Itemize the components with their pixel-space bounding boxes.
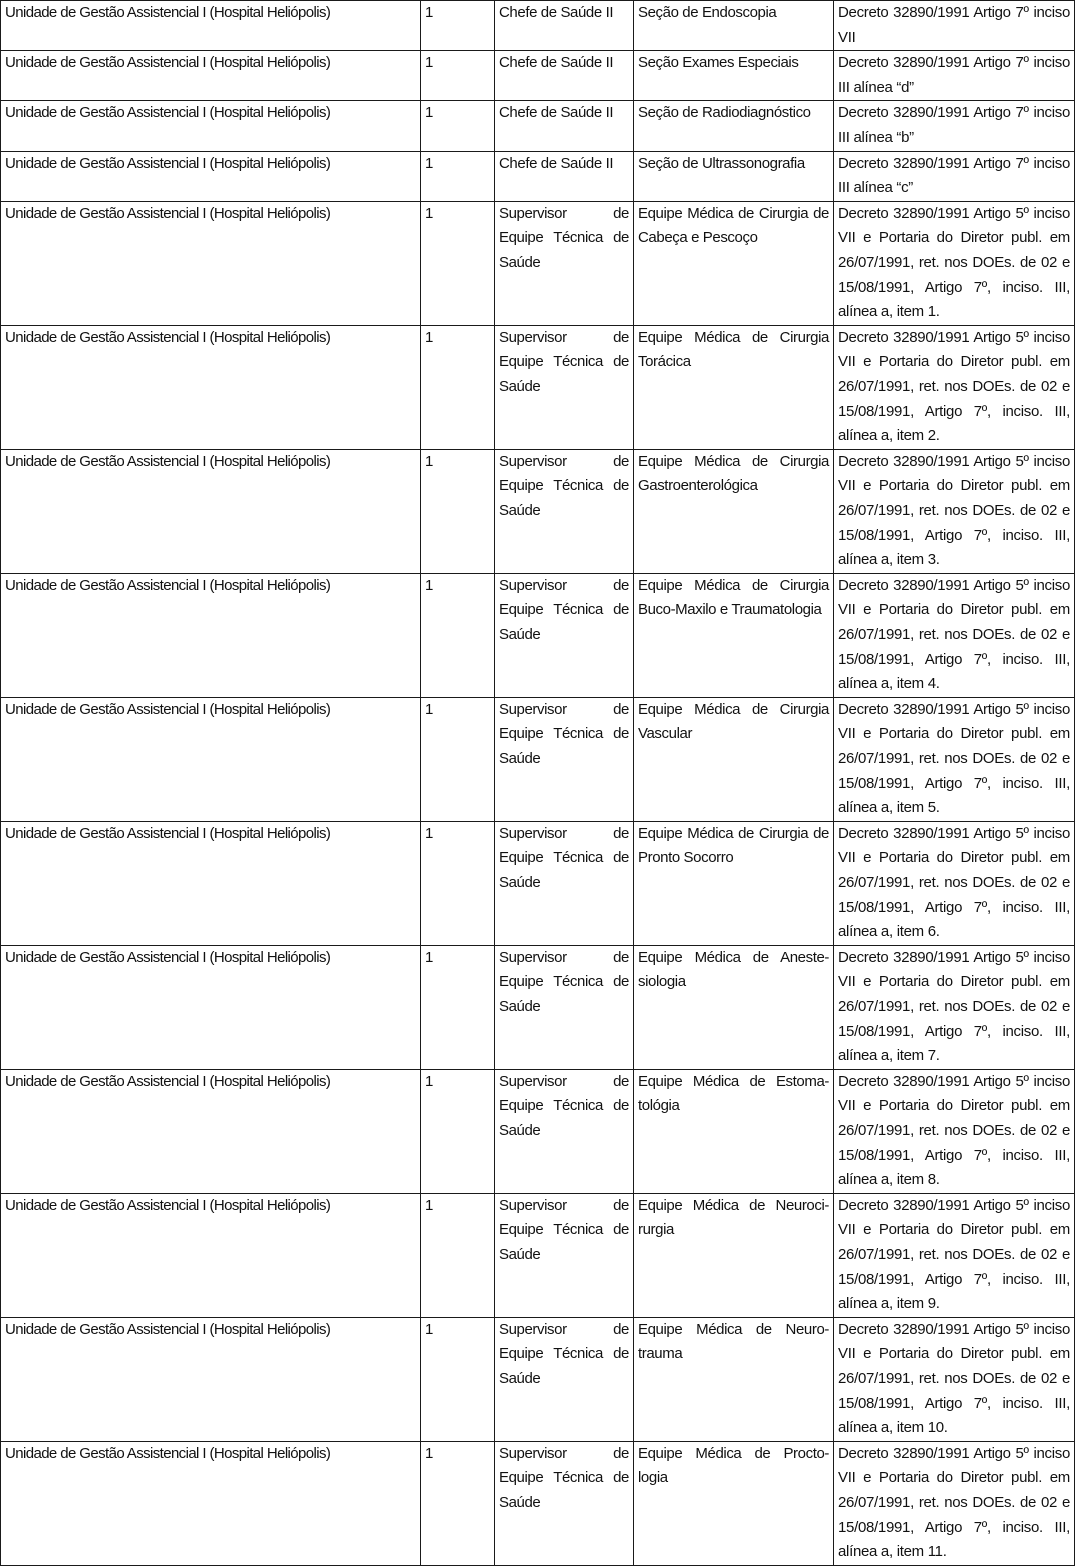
sector-cell: Equipe Médica de Neuroci-rurgia: [634, 1193, 834, 1317]
quantity-cell: 1: [421, 325, 495, 449]
quantity-cell: 1: [421, 945, 495, 1069]
unit-cell: Unidade de Gestão Assistencial I (Hospital Heliópolis): [1, 1193, 421, 1317]
sector-cell: Equipe Médica de Neuro-trauma: [634, 1317, 834, 1441]
position-cell: Supervisor de Equipe Técnica de Saúde: [495, 201, 634, 325]
unit-cell: Unidade de Gestão Assistencial I (Hospital Heliópolis): [1, 1069, 421, 1193]
table-row: [1, 1069, 1075, 1193]
legislation-cell: Decreto 32890/1991 Artigo 5º inciso VII e Portaria do Diretor publ. em 26/07/1991, ret. nos DOEs. de 02 e 15/08/1991, Artigo 7º, inciso. III, alínea a, item 1.: [834, 201, 1075, 325]
table-row: [1, 449, 1075, 573]
unit-cell: Unidade de Gestão Assistencial I (Hospital Heliópolis): [1, 325, 421, 449]
table-row: [1, 151, 1075, 201]
position-cell: Chefe de Saúde II: [495, 51, 634, 101]
sector-cell: Seção de Ultrassonografia: [634, 151, 834, 201]
sector-cell: Equipe Médica de Cirurgia Vascular: [634, 697, 834, 821]
table-row: [1, 51, 1075, 101]
unit-cell: Unidade de Gestão Assistencial I (Hospital Heliópolis): [1, 573, 421, 697]
position-cell: Supervisor de Equipe Técnica de Saúde: [495, 1317, 634, 1441]
position-cell: Supervisor de Equipe Técnica de Saúde: [495, 573, 634, 697]
sector-cell: Equipe Médica de Cirurgia Gastroenterológica: [634, 449, 834, 573]
quantity-cell: 1: [421, 821, 495, 945]
quantity-cell: 1: [421, 201, 495, 325]
table-body: [1, 1, 1075, 1566]
sector-cell: Equipe Médica de Procto-logia: [634, 1441, 834, 1565]
quantity-cell: 1: [421, 449, 495, 573]
legislation-cell: Decreto 32890/1991 Artigo 7º inciso III alínea “d”: [834, 51, 1075, 101]
position-cell: Supervisor de Equipe Técnica de Saúde: [495, 325, 634, 449]
unit-cell: Unidade de Gestão Assistencial I (Hospital Heliópolis): [1, 449, 421, 573]
unit-cell: Unidade de Gestão Assistencial I (Hospital Heliópolis): [1, 101, 421, 151]
position-cell: Chefe de Saúde II: [495, 1, 634, 51]
position-cell: Supervisor de Equipe Técnica de Saúde: [495, 1193, 634, 1317]
legislation-cell: Decreto 32890/1991 Artigo 5º inciso VII e Portaria do Diretor publ. em 26/07/1991, ret. nos DOEs. de 02 e 15/08/1991, Artigo 7º, inciso. III, alínea a, item 5.: [834, 697, 1075, 821]
quantity-cell: 1: [421, 697, 495, 821]
sector-cell: Equipe Médica de Estoma-tológia: [634, 1069, 834, 1193]
legislation-cell: Decreto 32890/1991 Artigo 7º inciso VII: [834, 1, 1075, 51]
legislation-cell: Decreto 32890/1991 Artigo 5º inciso VII e Portaria do Diretor publ. em 26/07/1991, ret. nos DOEs. de 02 e 15/08/1991, Artigo 7º, inciso. III, alínea a, item 10.: [834, 1317, 1075, 1441]
position-cell: Supervisor de Equipe Técnica de Saúde: [495, 821, 634, 945]
legislation-cell: Decreto 32890/1991 Artigo 5º inciso VII e Portaria do Diretor publ. em 26/07/1991, ret. nos DOEs. de 02 e 15/08/1991, Artigo 7º, inciso. III, alínea a, item 9.: [834, 1193, 1075, 1317]
legislation-cell: Decreto 32890/1991 Artigo 5º inciso VII e Portaria do Diretor publ. em 26/07/1991, ret. nos DOEs. de 02 e 15/08/1991, Artigo 7º, inciso. III, alínea a, item 4.: [834, 573, 1075, 697]
sector-cell: Seção Exames Especiais: [634, 51, 834, 101]
unit-cell: Unidade de Gestão Assistencial I (Hospital Heliópolis): [1, 821, 421, 945]
position-cell: Chefe de Saúde II: [495, 101, 634, 151]
table-row: [1, 697, 1075, 821]
legislation-cell: Decreto 32890/1991 Artigo 5º inciso VII e Portaria do Diretor publ. em 26/07/1991, ret. nos DOEs. de 02 e 15/08/1991, Artigo 7º, inciso. III, alínea a, item 8.: [834, 1069, 1075, 1193]
quantity-cell: 1: [421, 1441, 495, 1565]
unit-cell: Unidade de Gestão Assistencial I (Hospital Heliópolis): [1, 1441, 421, 1565]
legislation-cell: Decreto 32890/1991 Artigo 7º inciso III alínea “c”: [834, 151, 1075, 201]
sector-cell: Seção de Radiodiagnóstico: [634, 101, 834, 151]
sector-cell: Equipe Médica de Cirurgia Buco-Maxilo e Traumatologia: [634, 573, 834, 697]
table-row: [1, 945, 1075, 1069]
quantity-cell: 1: [421, 1193, 495, 1317]
quantity-cell: 1: [421, 573, 495, 697]
table-row: [1, 1441, 1075, 1565]
legislation-cell: Decreto 32890/1991 Artigo 5º inciso VII e Portaria do Diretor publ. em 26/07/1991, ret. nos DOEs. de 02 e 15/08/1991, Artigo 7º, inciso. III, alínea a, item 2.: [834, 325, 1075, 449]
legislation-cell: Decreto 32890/1991 Artigo 7º inciso III alínea “b”: [834, 101, 1075, 151]
table-row: [1, 201, 1075, 325]
table-row: [1, 101, 1075, 151]
unit-cell: Unidade de Gestão Assistencial I (Hospital Heliópolis): [1, 945, 421, 1069]
table-row: [1, 573, 1075, 697]
position-cell: Supervisor de Equipe Técnica de Saúde: [495, 1069, 634, 1193]
quantity-cell: 1: [421, 101, 495, 151]
table-row: [1, 1, 1075, 51]
position-cell: Supervisor de Equipe Técnica de Saúde: [495, 1441, 634, 1565]
unit-cell: Unidade de Gestão Assistencial I (Hospital Heliópolis): [1, 1317, 421, 1441]
table-row: [1, 821, 1075, 945]
legislation-cell: Decreto 32890/1991 Artigo 5º inciso VII e Portaria do Diretor publ. em 26/07/1991, ret. nos DOEs. de 02 e 15/08/1991, Artigo 7º, inciso. III, alínea a, item 11.: [834, 1441, 1075, 1565]
sector-cell: Equipe Médica de Cirurgia de Cabeça e Pescoço: [634, 201, 834, 325]
sector-cell: Seção de Endoscopia: [634, 1, 834, 51]
quantity-cell: 1: [421, 151, 495, 201]
sector-cell: Equipe Médica de Aneste-siologia: [634, 945, 834, 1069]
quantity-cell: 1: [421, 51, 495, 101]
table-row: [1, 325, 1075, 449]
legislation-cell: Decreto 32890/1991 Artigo 5º inciso VII e Portaria do Diretor publ. em 26/07/1991, ret. nos DOEs. de 02 e 15/08/1991, Artigo 7º, inciso. III, alínea a, item 3.: [834, 449, 1075, 573]
quantity-cell: 1: [421, 1069, 495, 1193]
table-row: [1, 1193, 1075, 1317]
unit-cell: Unidade de Gestão Assistencial I (Hospital Heliópolis): [1, 1, 421, 51]
sector-cell: Equipe Médica de Cirurgia Torácica: [634, 325, 834, 449]
quantity-cell: 1: [421, 1317, 495, 1441]
legislation-cell: Decreto 32890/1991 Artigo 5º inciso VII e Portaria do Diretor publ. em 26/07/1991, ret. nos DOEs. de 02 e 15/08/1991, Artigo 7º, inciso. III, alínea a, item 6.: [834, 821, 1075, 945]
legislation-cell: Decreto 32890/1991 Artigo 5º inciso VII e Portaria do Diretor publ. em 26/07/1991, ret. nos DOEs. de 02 e 15/08/1991, Artigo 7º, inciso. III, alínea a, item 7.: [834, 945, 1075, 1069]
position-cell: Supervisor de Equipe Técnica de Saúde: [495, 449, 634, 573]
unit-cell: Unidade de Gestão Assistencial I (Hospital Heliópolis): [1, 51, 421, 101]
table-row: [1, 1317, 1075, 1441]
unit-cell: Unidade de Gestão Assistencial I (Hospital Heliópolis): [1, 697, 421, 821]
unit-cell: Unidade de Gestão Assistencial I (Hospital Heliópolis): [1, 151, 421, 201]
quantity-cell: 1: [421, 1, 495, 51]
position-cell: Chefe de Saúde II: [495, 151, 634, 201]
sector-cell: Equipe Médica de Cirurgia de Pronto Socorro: [634, 821, 834, 945]
position-cell: Supervisor de Equipe Técnica de Saúde: [495, 697, 634, 821]
unit-cell: Unidade de Gestão Assistencial I (Hospital Heliópolis): [1, 201, 421, 325]
position-cell: Supervisor de Equipe Técnica de Saúde: [495, 945, 634, 1069]
